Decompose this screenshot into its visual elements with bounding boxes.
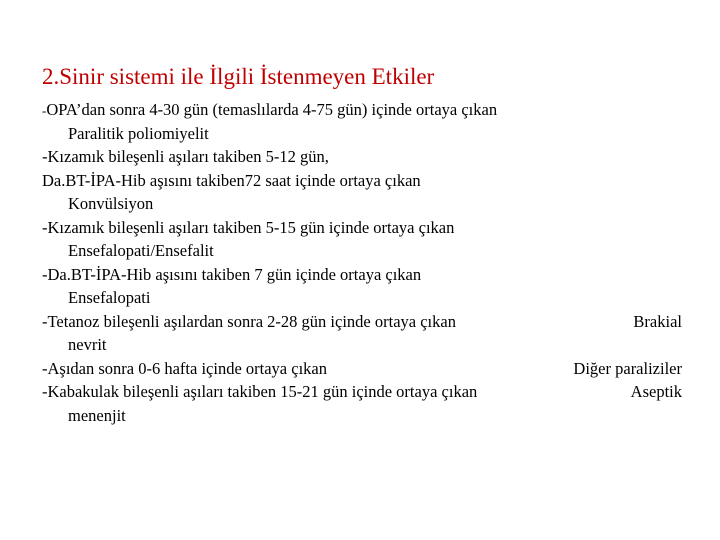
body-line-10: [42, 310, 682, 334]
body-line-13: [42, 380, 682, 404]
body-line-12: [42, 357, 682, 381]
line-text-right: Diğer paraliziler: [573, 358, 682, 378]
body-line-4: Da.BT-İPA-Hib aşısını takiben72 saat içinde ortaya çıkan: [42, 170, 421, 190]
body-line-3: -Kızamık bileşenli aşıları takiben 5-12 gün,: [42, 147, 329, 166]
body-line-2: Paralitik poliomiyelit: [68, 123, 209, 143]
line-text: OPA’dan sonra 4-30 gün (temaslılarda 4-75 gün) içinde ortaya çıkan: [46, 100, 498, 119]
body-line-5: Konvülsiyon: [68, 194, 154, 213]
body-line-1: [42, 98, 682, 122]
slide-title: 2.Sinir sistemi ile İlgili İstenmeyen Etkiler: [42, 64, 435, 89]
line-dash: -: [42, 103, 47, 118]
line-text-left: -Kabakulak bileşenli aşıları takiben 15-21 gün içinde ortaya çıkan: [42, 382, 478, 401]
body-line-11: nevrit: [68, 335, 107, 354]
body-line-7: Ensefalopati/Ensefalit: [68, 241, 214, 260]
line-text-left: -Aşıdan sonra 0-6 hafta içinde ortaya çıkan: [42, 358, 327, 378]
line-text-right: Brakial: [633, 311, 682, 331]
body-line-9: Ensefalopati: [68, 288, 151, 307]
body-line-14: menenjit: [68, 405, 126, 425]
line-text-right: Aseptik: [630, 382, 682, 401]
body-line-6: -Kızamık bileşenli aşıları takiben 5-15 gün içinde ortaya çıkan: [42, 217, 455, 237]
line-text-left: -Tetanoz bileşenli aşılardan sonra 2-28 gün içinde ortaya çıkan: [42, 311, 456, 331]
slide-body: [42, 98, 682, 427]
body-line-8: -Da.BT-İPA-Hib aşısını takiben 7 gün içinde ortaya çıkan: [42, 264, 422, 284]
